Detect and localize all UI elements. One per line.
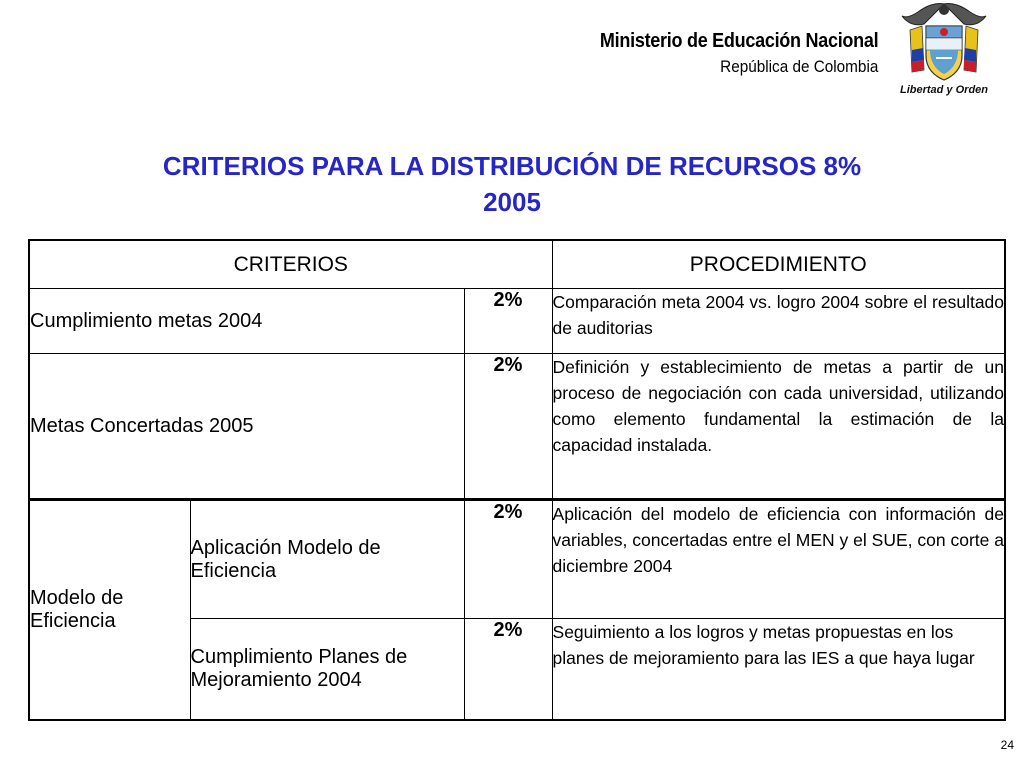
group-label-cell: Modelo de Eficiencia	[29, 500, 190, 720]
ministry-name: Ministerio de Educación Nacional	[599, 30, 878, 52]
title-line-2: 2005	[483, 187, 541, 217]
table-row	[29, 354, 1005, 500]
procedimiento-cell: Seguimiento a los logros y metas propuestas en los planes de mejoramiento para las IES a que haya lugar	[552, 619, 1005, 720]
criterio-cell: Cumplimiento metas 2004	[29, 289, 464, 354]
criteria-table	[28, 239, 1006, 721]
title-line-1: CRITERIOS PARA LA DISTRIBUCIÓN DE RECURSOS 8%	[162, 151, 862, 181]
emblem-motto: Libertad y Orden	[899, 84, 989, 96]
procedimiento-cell: Aplicación del modelo de eficiencia con información de variables, concertadas entre el MEN y el SUE, con corte a diciembre 2004	[552, 500, 1005, 619]
page-number: 24	[1000, 738, 1014, 752]
percentage-cell: 2%	[464, 354, 552, 500]
criterio-cell: Cumplimiento Planes de Mejoramiento 2004	[190, 619, 464, 720]
header-criterios: CRITERIOS	[29, 240, 552, 289]
criterio-cell: Aplicación Modelo de Eficiencia	[190, 500, 464, 619]
header-ministry-block	[569, 30, 878, 77]
table-row	[29, 289, 1005, 354]
percentage-cell: 2%	[464, 619, 552, 720]
percentage-cell: 2%	[464, 289, 552, 354]
page-title	[60, 148, 964, 220]
republic-name: República de Colombia	[719, 57, 878, 76]
procedimiento-cell: Comparación meta 2004 vs. logro 2004 sobre el resultado de auditorias	[552, 289, 1005, 354]
percentage-cell: 2%	[464, 500, 552, 619]
criterio-cell: Metas Concertadas 2005	[29, 354, 464, 500]
procedimiento-cell: Definición y establecimiento de metas a partir de un proceso de negociación con cada universidad, utilizando como elemento fundamental la estimación de la capacidad instalada.	[552, 354, 1005, 500]
header-procedimiento: PROCEDIMIENTO	[552, 240, 1005, 289]
table-row	[29, 500, 1005, 619]
table-header-row	[29, 240, 1005, 289]
